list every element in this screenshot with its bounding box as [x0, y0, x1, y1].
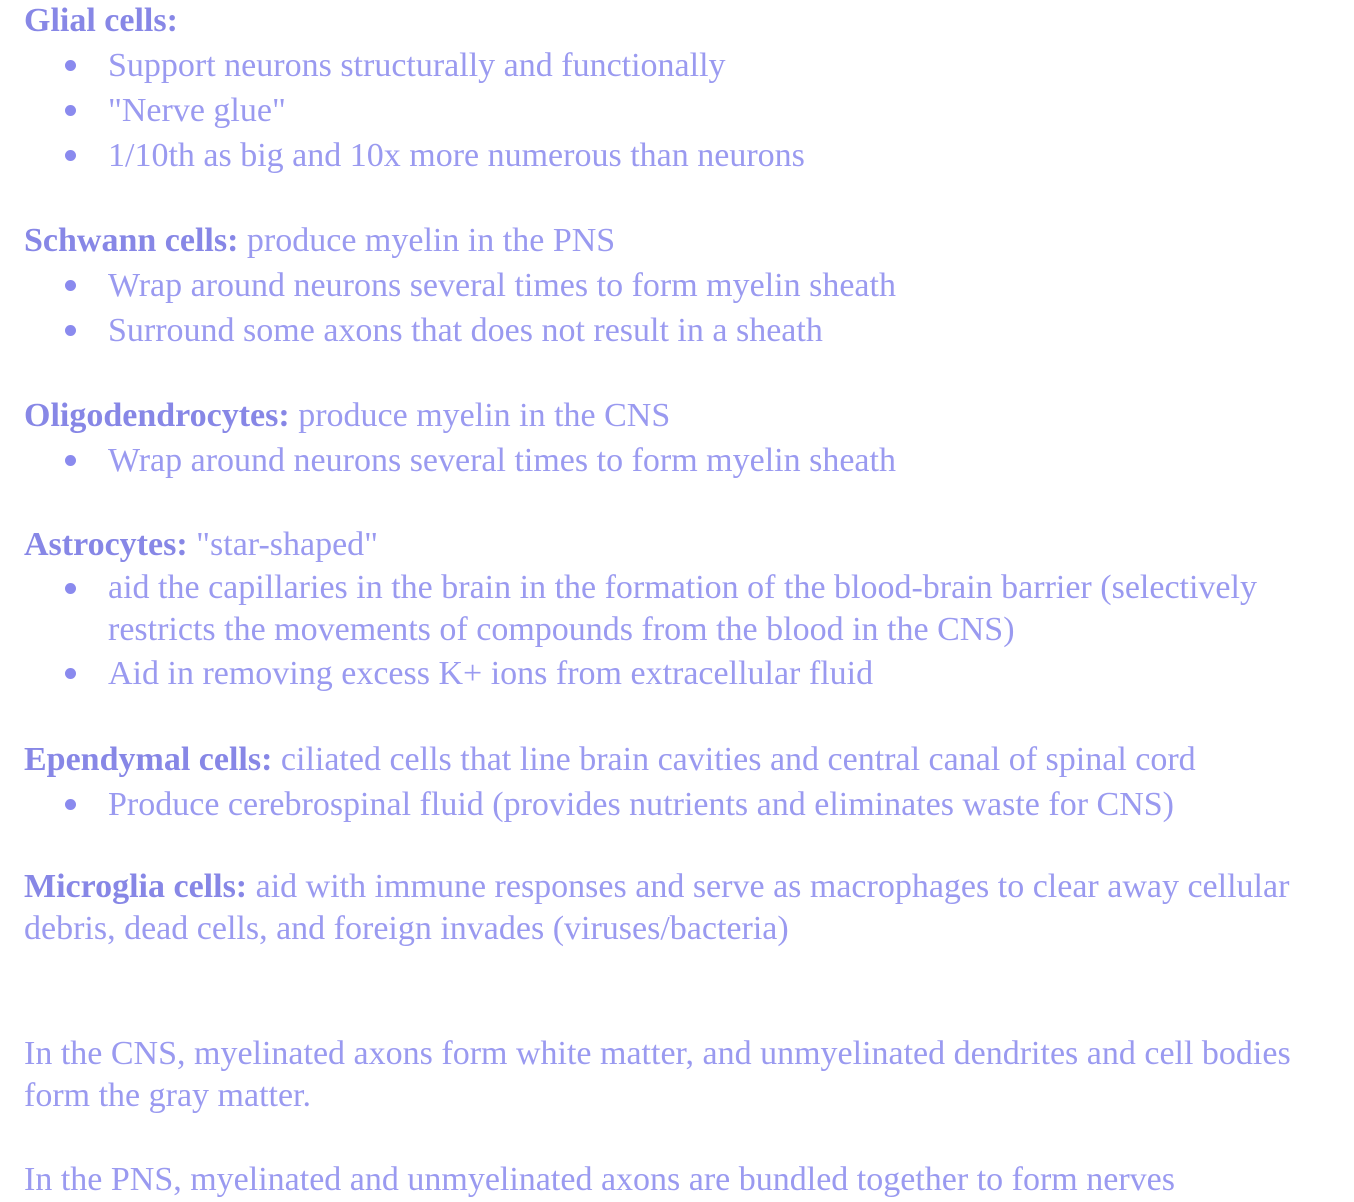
- list-item-text: "Nerve glue": [108, 92, 286, 129]
- paragraph-cns-matter: In the CNS, myelinated axons form white matter, and unmyelinated dendrites and cell bodies form the gray matter.: [24, 1035, 1291, 1114]
- list-item-text: Wrap around neurons several times to form myelin sheath: [108, 267, 896, 304]
- term-description: ciliated cells that line brain cavities and central canal of spinal cord: [272, 741, 1196, 778]
- bullet-icon: [65, 455, 76, 466]
- section-oligodendrocytes: [24, 393, 896, 483]
- term-label: Ependymal cells:: [24, 741, 273, 778]
- section-heading: [24, 866, 1324, 950]
- section-astrocytes: [24, 522, 1324, 696]
- paragraph-pns-nerves: In the PNS, myelinated and unmyelinated axons are bundled together to form nerves: [24, 1161, 1175, 1198]
- bullet-list: [24, 263, 896, 353]
- list-item-text: Wrap around neurons several times to form myelin sheath: [108, 442, 896, 479]
- bullet-list: [24, 567, 1324, 696]
- list-item-text: Aid in removing excess K+ ions from extracellular fluid: [108, 655, 874, 692]
- list-item: [24, 567, 1324, 651]
- term-label: Astrocytes:: [24, 526, 188, 563]
- term-description: produce myelin in the PNS: [238, 222, 616, 259]
- bullet-list: [24, 438, 896, 483]
- bullet-list: [24, 782, 1196, 827]
- list-item: [24, 133, 805, 178]
- list-item-text: 1/10th as big and 10x more numerous than neurons: [108, 137, 805, 174]
- list-item-text: Surround some axons that does not result in a sheath: [108, 312, 823, 349]
- section-heading: [24, 737, 1196, 782]
- list-item: [24, 438, 896, 483]
- term-description: "star-shaped": [187, 526, 379, 563]
- list-item: [24, 782, 1196, 827]
- section-heading: [24, 393, 896, 438]
- term-label: Oligodendrocytes:: [24, 397, 290, 434]
- bullet-icon: [65, 150, 76, 161]
- section-schwann-cells: [24, 218, 896, 353]
- section-ependymal-cells: [24, 737, 1196, 827]
- list-item: [24, 88, 805, 133]
- list-item: [24, 43, 805, 88]
- section-glial-cells: [24, 0, 805, 178]
- section-microglia-cells: [24, 866, 1324, 950]
- bullet-icon: [65, 668, 76, 679]
- bullet-icon: [65, 799, 76, 810]
- section-heading: [24, 218, 896, 263]
- term-label: Glial cells:: [24, 2, 178, 39]
- section-heading: [24, 0, 805, 43]
- list-item-text: Produce cerebrospinal fluid (provides nutrients and eliminates waste for CNS): [108, 786, 1175, 823]
- term-description: produce myelin in the CNS: [289, 397, 671, 434]
- term-description: aid with immune responses and serve as macrophages to clear away cellular debris, dead cells, and foreign invades (viruses/bacteria): [24, 868, 1290, 947]
- list-item-text: Support neurons structurally and functionally: [108, 47, 726, 84]
- bullet-icon: [65, 60, 76, 71]
- bullet-icon: [65, 583, 76, 594]
- term-label: Microglia cells:: [24, 868, 248, 905]
- list-item-text: aid the capillaries in the brain in the formation of the blood-brain barrier (selectively restricts the movements of compounds from the blood in the CNS): [108, 569, 1257, 648]
- bullet-icon: [65, 105, 76, 116]
- list-item: [24, 263, 896, 308]
- bullet-icon: [65, 280, 76, 291]
- bullet-icon: [65, 325, 76, 336]
- list-item: [24, 651, 1324, 696]
- section-heading: [24, 522, 1324, 567]
- list-item: [24, 308, 896, 353]
- term-label: Schwann cells:: [24, 222, 239, 259]
- bullet-list: [24, 43, 805, 178]
